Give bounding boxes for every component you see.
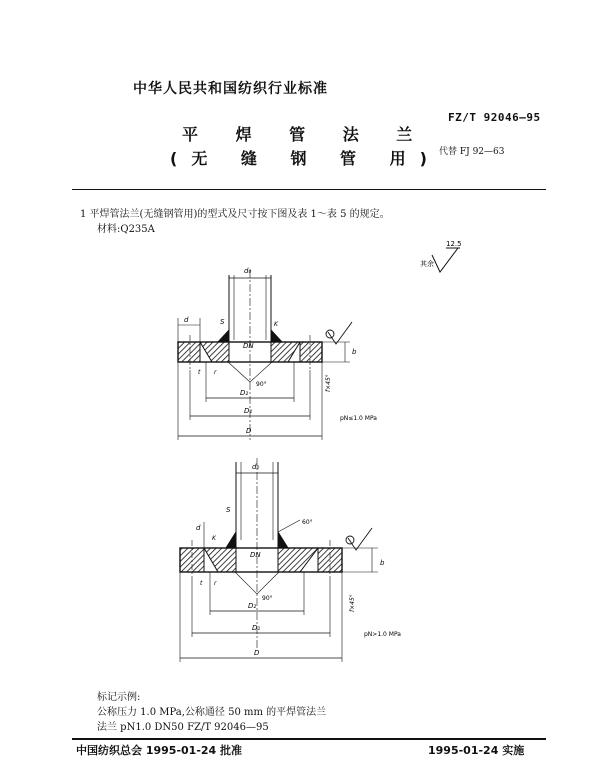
- bottom-90-label: 90°: [262, 595, 273, 602]
- top-angle-label: 90°: [256, 381, 267, 388]
- example-heading: 标记示例:: [97, 692, 141, 703]
- bottom-d0-label: d₀: [252, 463, 260, 471]
- top-d1-label: D₁: [244, 407, 253, 415]
- document-subtitle: (无 缝 钢 管 用): [170, 149, 441, 168]
- bottom-pressure-note: pN>1.0 MPa: [364, 631, 401, 638]
- top-d-label: d: [184, 316, 189, 324]
- replaces-note: 代替 FJ 92—63: [439, 147, 505, 157]
- example-line-2: 法兰 pN1.0 DN50 FZ/T 92046—95: [97, 722, 269, 733]
- top-s-label: S: [220, 318, 225, 326]
- bottom-d-label: d: [196, 524, 201, 532]
- bottom-d-outer-label: D: [254, 649, 260, 657]
- top-flange-drawing: [178, 270, 352, 440]
- bottom-r-label: r: [214, 580, 217, 587]
- bottom-chamfer-label: f×45°: [349, 594, 356, 612]
- top-k-label: K: [274, 321, 278, 328]
- surface-finish-label: 其余: [420, 260, 434, 268]
- document-title: 平 焊 管 法 兰: [182, 125, 429, 144]
- clause-1-text: 1 平焊管法兰(无缝钢管用)的型式及尺寸按下图及表 1～表 5 的规定。: [80, 209, 390, 220]
- footer-divider: [72, 738, 546, 740]
- surface-finish-symbol: [432, 248, 460, 272]
- top-d-outer-label: D: [246, 427, 252, 435]
- standard-number: FZ/T 92046—95: [448, 111, 541, 124]
- bottom-k-label: K: [212, 535, 216, 542]
- top-pressure-note: pN≤1.0 MPa: [340, 415, 377, 422]
- bottom-d1-label: D₁: [252, 624, 261, 632]
- bottom-dn-label: DN: [250, 551, 261, 559]
- bottom-60-label: 60°: [302, 519, 313, 526]
- bottom-d2-label: D₂: [248, 602, 257, 610]
- bottom-s-label: S: [226, 506, 231, 514]
- top-chamfer-label: f×45°: [325, 374, 332, 392]
- top-d2-label: D₂: [240, 389, 249, 397]
- bottom-flange-drawing: [180, 458, 378, 662]
- issuing-authority-heading: 中华人民共和国纺织行业标准: [133, 81, 328, 97]
- top-r-label: r: [214, 369, 217, 376]
- top-t-label: t: [198, 369, 201, 376]
- example-line-1: 公称压力 1.0 MPa,公称通径 50 mm 的平焊管法兰: [97, 707, 327, 718]
- bottom-t-label: t: [200, 580, 203, 587]
- top-d0-label: d₀: [244, 267, 252, 275]
- top-dn-label: DN: [243, 342, 254, 350]
- implementation-date: 1995-01-24 实施: [428, 744, 525, 757]
- surface-finish-value: 12.5: [446, 240, 462, 248]
- approval-date: 中国纺织总会 1995-01-24 批准: [76, 744, 243, 757]
- material-text: 材料:Q235A: [97, 224, 155, 235]
- top-b-label: b: [352, 348, 357, 356]
- bottom-b-label: b: [380, 559, 385, 567]
